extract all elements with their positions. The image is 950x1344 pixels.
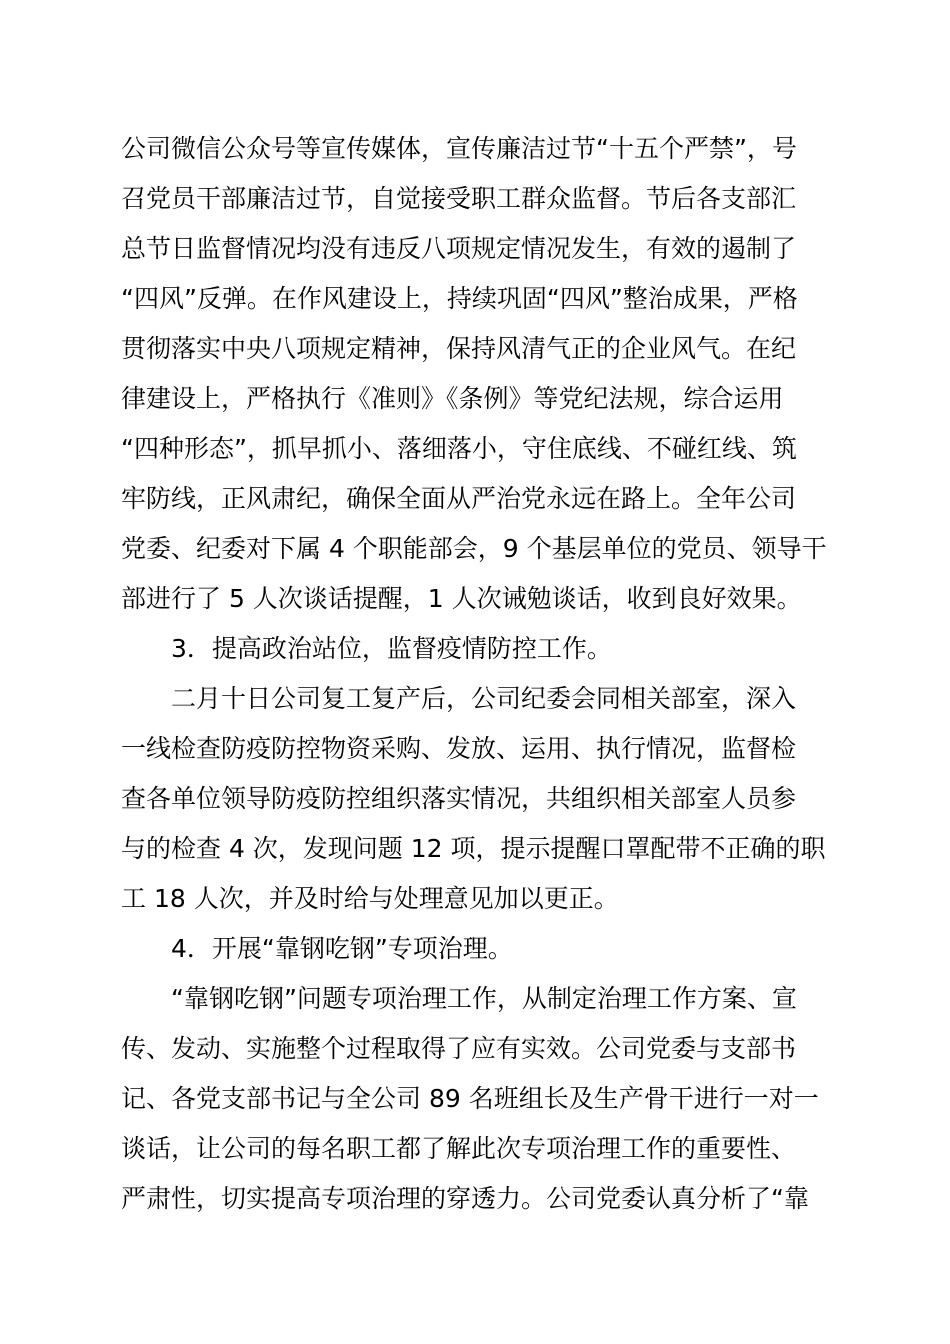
text-line: 严肃性，切实提高专项治理的穿透力。公司党委认真分析了“靠 (121, 1184, 809, 1213)
text-line: 公司微信公众号等宣传媒体，宣传廉洁过节“十五个严禁”，号 (121, 134, 797, 163)
text-line: 律建设上，严格执行《准则》《条例》等党纪法规，综合运用 (121, 384, 784, 413)
paragraph-start-line: “靠钢吃钢”问题专项治理工作，从制定治理工作方案、宣 (171, 984, 797, 1013)
text-line: 贯彻落实中央八项规定精神，保持风清气正的企业风气。在纪 (121, 334, 797, 363)
body-text (121, 124, 841, 1224)
text-line: 部进行了 5 人次谈话提醒，1 人次诫勉谈话，收到良好效果。 (121, 584, 802, 613)
text-line: “四风”反弹。在作风建设上，持续巩固“四风”整治成果，严格 (121, 284, 798, 313)
text-line: “四种形态”，抓早抓小、落细落小，守住底线、不碰红线、筑 (121, 434, 797, 463)
text-line: 党委、纪委对下属 4 个职能部会，9 个基层单位的党员、领导干 (121, 534, 827, 563)
text-line: 查各单位领导防疫防控组织落实情况，共组织相关部室人员参 (121, 784, 797, 813)
section-heading: 3．提高政治站位，监督疫情防控工作。 (171, 634, 612, 663)
text-line: 传、发动、实施整个过程取得了应有实效。公司党委与支部书 (121, 1034, 797, 1063)
text-line: 召党员干部廉洁过节，自觉接受职工群众监督。节后各支部汇 (121, 184, 797, 213)
text-line: 谈话，让公司的每名职工都了解此次专项治理工作的重要性、 (121, 1134, 797, 1163)
text-line: 与的检查 4 次，发现问题 12 项，提示提醒口罩配带不正确的职 (121, 834, 826, 863)
text-line: 工 18 人次，并及时给与处理意见加以更正。 (121, 884, 619, 913)
text-line: 牢防线，正风肃纪，确保全面从严治党永远在路上。全年公司 (121, 484, 797, 513)
paragraph-start-line: 二月十日公司复工复产后，公司纪委会同相关部室，深入 (171, 684, 797, 713)
section-heading: 4．开展“靠钢吃钢”专项治理。 (171, 934, 513, 963)
text-line: 记、各党支部书记与全公司 89 名班组长及生产骨干进行一对一 (121, 1084, 819, 1113)
text-line: 一线检查防疫防控物资采购、发放、运用、执行情况，监督检 (121, 734, 797, 763)
text-line: 总节日监督情况均没有违反八项规定情况发生，有效的遏制了 (121, 234, 797, 263)
